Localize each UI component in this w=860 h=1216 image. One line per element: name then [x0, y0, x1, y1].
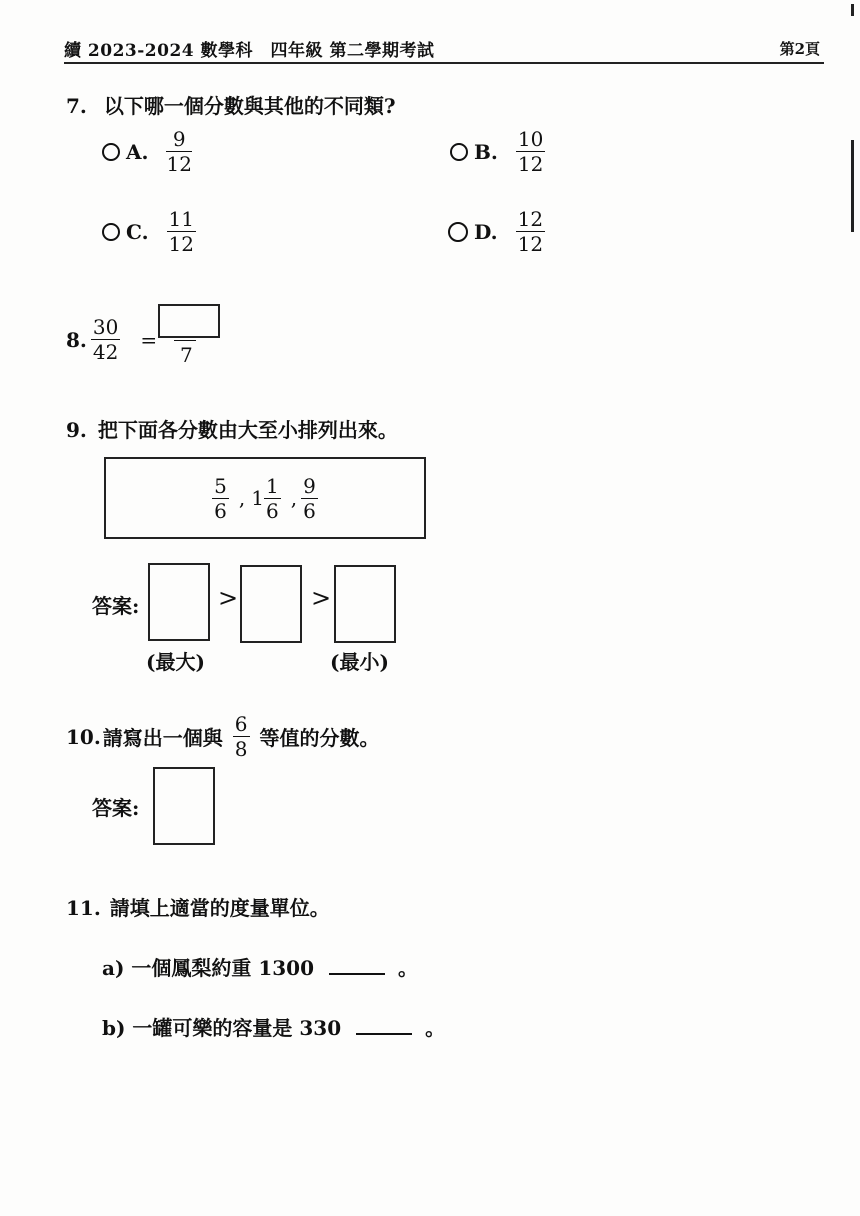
numerator: 6: [234, 712, 248, 736]
question-11b: [102, 1012, 445, 1041]
denominator: 6: [303, 498, 316, 523]
fraction: [516, 128, 545, 175]
numerator: 9: [166, 128, 191, 152]
question-9: [66, 414, 398, 443]
question-7: [66, 90, 396, 119]
fraction-bar: [174, 340, 196, 341]
scan-edge-mark: [851, 4, 854, 16]
answer-box-3[interactable]: [334, 565, 396, 643]
question-text: 請寫出一個與: [102, 726, 223, 750]
question-text: 等值的分數。: [259, 726, 380, 750]
question-8: [66, 316, 157, 363]
question-number: 9.: [66, 418, 87, 442]
mixed-fraction: [251, 475, 280, 522]
numerator: 11: [168, 207, 194, 231]
numerator: 30: [92, 315, 119, 339]
option-b[interactable]: [450, 128, 545, 175]
greater-than-sign: >: [311, 584, 332, 612]
denominator: 6: [214, 498, 227, 523]
answer-label: 答案:: [92, 594, 140, 618]
full-stop: 。: [397, 956, 418, 980]
fraction: [166, 128, 191, 175]
question-number: 8.: [66, 327, 87, 352]
full-stop: 。: [425, 1016, 446, 1040]
denominator: 12: [166, 152, 192, 176]
question-text: 把下面各分數由大至小排列出來。: [97, 418, 398, 442]
scan-edge-mark: [851, 140, 854, 232]
denominator: 12: [517, 152, 544, 176]
fraction: [516, 208, 545, 255]
question-11: [66, 892, 330, 921]
denominator: 8: [234, 737, 248, 761]
fraction: [91, 316, 120, 363]
question-number: 7.: [66, 94, 87, 118]
answer-box-2[interactable]: [240, 565, 302, 643]
radio-circle-icon[interactable]: [450, 143, 468, 161]
smallest-label: (最小): [330, 650, 389, 674]
question-text: b) 一罐可樂的容量是 330: [102, 1016, 342, 1040]
greater-than-sign: >: [218, 584, 239, 612]
answer-blank[interactable]: [329, 955, 385, 975]
answer-blank[interactable]: [356, 1015, 412, 1035]
question-number: 10.: [66, 724, 101, 749]
denominator: 7: [180, 343, 193, 367]
answer-box-1[interactable]: [148, 563, 210, 641]
option-letter: B.: [474, 139, 498, 164]
question-number: 11.: [66, 896, 101, 920]
fraction: [212, 475, 229, 522]
option-letter: C.: [126, 219, 149, 244]
radio-circle-icon[interactable]: [102, 223, 120, 241]
page-header: [64, 34, 824, 64]
page-number: 第2頁: [779, 40, 820, 58]
answer-box[interactable]: [153, 767, 215, 845]
separator: ,: [238, 486, 246, 510]
numerator: 10: [517, 127, 544, 151]
question-text: 請填上適當的度量單位。: [109, 896, 330, 920]
question-text: 以下哪一個分數與其他的不同類?: [103, 94, 396, 118]
denominator: 42: [92, 340, 119, 364]
option-d[interactable]: [448, 208, 545, 255]
option-a[interactable]: [102, 128, 192, 175]
option-c[interactable]: [102, 208, 196, 255]
question-10: [66, 713, 380, 760]
numerator: 12: [517, 207, 544, 231]
option-letter: A.: [126, 139, 149, 164]
equals-sign: =: [140, 327, 158, 352]
radio-circle-icon[interactable]: [102, 143, 120, 161]
answer-box[interactable]: [158, 304, 220, 338]
numerator: 1: [266, 473, 279, 498]
separator: ,: [290, 486, 298, 510]
fraction: [264, 475, 281, 522]
fraction: [301, 475, 318, 522]
denominator: 6: [266, 498, 279, 523]
option-letter: D.: [474, 219, 498, 244]
exam-title: 續 2023-2024 數學科 四年級 第二學期考試: [64, 41, 435, 61]
answer-label: 答案:: [92, 796, 140, 820]
numerator: 5: [214, 473, 227, 498]
largest-label: (最大): [146, 650, 205, 674]
whole-number: 1: [251, 486, 264, 510]
denominator: 12: [517, 232, 544, 256]
fractions-box: [104, 457, 426, 539]
fraction: [167, 208, 196, 255]
fraction: [233, 713, 250, 760]
radio-circle-icon[interactable]: [448, 222, 468, 242]
question-11a: [102, 952, 418, 981]
question-text: a) 一個鳳梨約重 1300: [102, 956, 315, 980]
numerator: 9: [303, 473, 316, 498]
denominator: 12: [168, 232, 194, 256]
